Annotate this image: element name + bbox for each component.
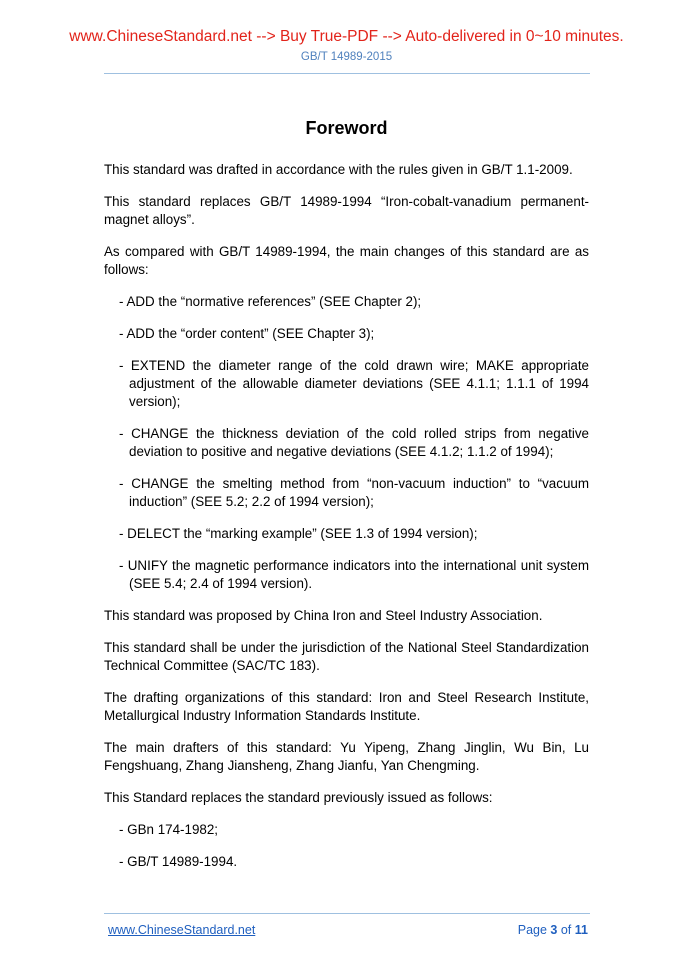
list-item-change: - UNIFY the magnetic performance indicators into the international unit system (SEE 5.4; 2.4 of 1994 version). bbox=[119, 558, 589, 591]
standard-code: GB/T 14989-2015 bbox=[300, 51, 393, 63]
list-item-change: - EXTEND the diameter range of the cold drawn wire; MAKE appropriate adjustment of the allowable diameter deviations (SEE 4.1.1; 1.1.1 of 1994 version); bbox=[119, 358, 589, 409]
list-item-change: - CHANGE the smelting method from “non-vacuum induction” to “vacuum induction” (SEE 5.2; 2.2 of 1994 version); bbox=[119, 476, 589, 509]
list-item-previous: - GB/T 14989-1994. bbox=[119, 854, 238, 869]
list-item-change: - DELECT the “marking example” (SEE 1.3 of 1994 version); bbox=[119, 526, 478, 541]
list-item-change: - ADD the “normative references” (SEE Chapter 2); bbox=[119, 294, 422, 309]
page-title: Foreword bbox=[305, 118, 388, 138]
page-of: of bbox=[560, 923, 572, 937]
paragraph-drafting-organizations: The drafting organizations of this standard: Iron and Steel Research Institute, Metallurgical Industry Information Standards Institute. bbox=[104, 690, 589, 723]
list-item-change: - CHANGE the thickness deviation of the cold rolled strips from negative deviation to positive and negative deviations (SEE 4.1.2; 1.1.2 of 1994); bbox=[119, 426, 589, 459]
page-label: Page bbox=[517, 923, 547, 937]
paragraph-drafters: The main drafters of this standard: Yu Yipeng, Zhang Jinglin, Wu Bin, Lu Fengshuang, Zhang Jiansheng, Zhang Jianfu, Yan Chengming. bbox=[104, 740, 589, 773]
page-current: 3 bbox=[550, 923, 558, 937]
paragraph-replaces: This standard replaces GB/T 14989-1994 “Iron-cobalt-vanadium permanent-magnet alloys”. bbox=[104, 194, 589, 227]
header-banner[interactable]: www.ChineseStandard.net --> Buy True-PDF --> Auto-delivered in 0~10 minutes. bbox=[69, 28, 624, 45]
paragraph-drafting-rules: This standard was drafted in accordance with the rules given in GB/T 1.1-2009. bbox=[104, 162, 573, 177]
header-divider bbox=[104, 73, 590, 74]
list-item-change: - ADD the “order content” (SEE Chapter 3); bbox=[119, 326, 375, 341]
list-item-previous: - GBn 174-1982; bbox=[119, 822, 219, 837]
paragraph-changes-intro: As compared with GB/T 14989-1994, the main changes of this standard are as follows: bbox=[104, 244, 589, 277]
paragraph-proposed-by: This standard was proposed by China Iron and Steel Industry Association. bbox=[104, 608, 543, 623]
paragraph-jurisdiction: This standard shall be under the jurisdiction of the National Steel Standardization Technical Committee (SAC/TC 183). bbox=[104, 640, 589, 673]
footer-divider bbox=[104, 913, 590, 914]
page-total: 11 bbox=[574, 923, 588, 937]
footer-website-link[interactable]: www.ChineseStandard.net bbox=[108, 923, 256, 937]
page-indicator bbox=[518, 923, 588, 937]
paragraph-previous-issues: This Standard replaces the standard previously issued as follows: bbox=[104, 790, 493, 805]
document-body bbox=[104, 161, 589, 885]
